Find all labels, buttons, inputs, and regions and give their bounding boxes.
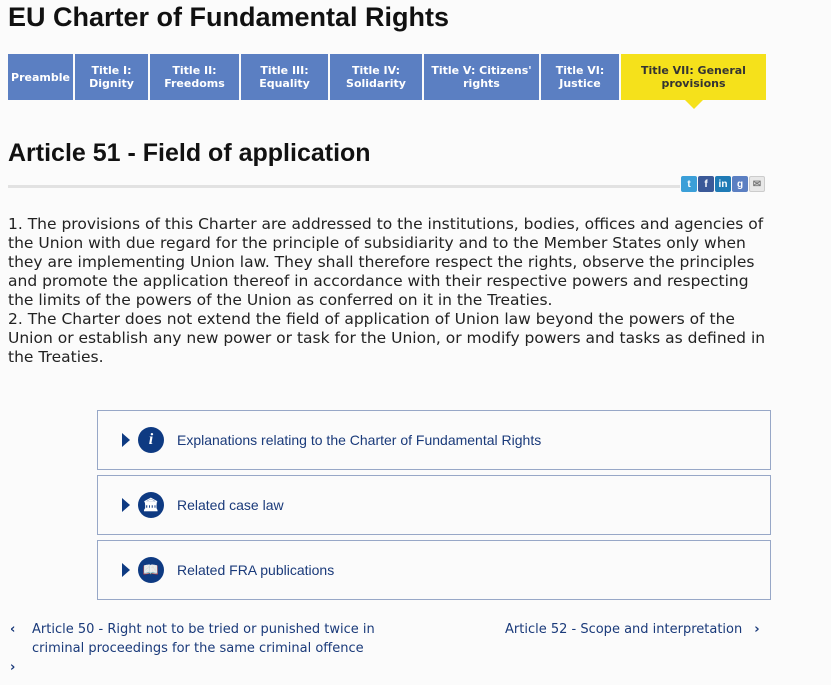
caret-right-icon (122, 563, 130, 577)
courthouse-icon: 🏛 (138, 492, 164, 518)
google-plus-icon[interactable]: g (732, 176, 748, 192)
tab-title-iii[interactable]: Title III: Equality (241, 54, 328, 100)
next-article-link[interactable] (505, 620, 760, 639)
article-body (8, 215, 773, 367)
accordion-explanations[interactable] (97, 410, 771, 470)
title-tabs (8, 54, 766, 100)
page-title: EU Charter of Fundamental Rights (8, 2, 450, 32)
linkedin-icon[interactable]: in (715, 176, 731, 192)
tab-title-i[interactable]: Title I: Dignity (75, 54, 148, 100)
tab-preamble[interactable]: Preamble (8, 54, 73, 100)
chevron-left-icon: ‹ (10, 622, 16, 637)
email-icon[interactable]: ✉ (749, 176, 765, 192)
twitter-icon[interactable]: t (681, 176, 697, 192)
title-divider (8, 185, 680, 188)
share-bar (681, 176, 765, 192)
accordion-case-law[interactable] (97, 475, 771, 535)
caret-right-icon (122, 433, 130, 447)
paragraph-1: 1. The provisions of this Charter are addressed to the institutions, bodies, offices and agencies of the Union with due regard for the principle of subsidiarity and to the Member States only when they are implementing Union law. They shall therefore respect the rights, observe the principles and promote the application thereof in accordance with their respective powers and respecting the limits of the powers of the Union as conferred on it in the Treaties. (8, 215, 764, 309)
previous-article-link[interactable] (8, 620, 378, 675)
accordion-label: Explanations relating to the Charter of Fundamental Rights (177, 432, 542, 448)
info-icon: i (138, 427, 164, 453)
article-title: Article 51 - Field of application (8, 139, 371, 167)
tab-title-ii[interactable]: Title II: Freedoms (150, 54, 239, 100)
tab-title-vii[interactable]: Title VII: General provisions (621, 54, 766, 100)
tab-title-vi[interactable]: Title VI: Justice (541, 54, 619, 100)
chevron-right-icon: › (10, 660, 16, 675)
previous-article-label: Article 50 - Right not to be tried or punished twice in criminal proceedings for the same criminal offence (32, 622, 375, 656)
accordion-fra-publications[interactable] (97, 540, 771, 600)
book-icon: 📖 (138, 557, 164, 583)
caret-right-icon (122, 498, 130, 512)
next-article-label: Article 52 - Scope and interpretation (505, 622, 743, 637)
tab-title-iv[interactable]: Title IV: Solidarity (330, 54, 422, 100)
accordion-label: Related FRA publications (177, 562, 335, 578)
paragraph-2: 2. The Charter does not extend the field of application of Union law beyond the powers of the Union or establish any new power or task for the Union, or modify powers and tasks as defined in the Treaties. (8, 310, 766, 366)
tab-title-v[interactable]: Title V: Citizens' rights (424, 54, 539, 100)
chevron-right-icon: › (754, 622, 760, 637)
accordion-label: Related case law (177, 497, 284, 513)
facebook-icon[interactable]: f (698, 176, 714, 192)
